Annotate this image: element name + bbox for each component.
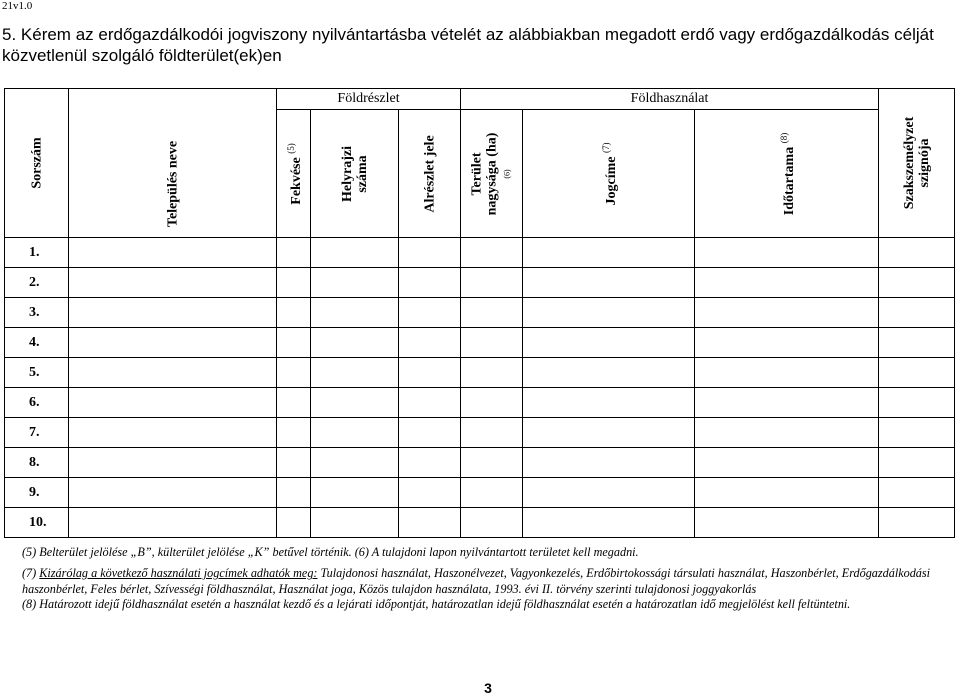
table-cell[interactable] <box>523 388 695 418</box>
table-cell[interactable] <box>311 298 399 328</box>
header-szakszemelyzet <box>879 89 955 238</box>
header-jogcime-label: Jogcíme $^{(7)}$ <box>600 142 619 205</box>
table-cell[interactable] <box>695 508 879 538</box>
header-idotartama-label: Időtartama $^{(8)}$ <box>778 132 797 215</box>
table-cell[interactable] <box>277 328 311 358</box>
table-row <box>5 298 955 328</box>
table-cell[interactable] <box>311 388 399 418</box>
header-jogcime <box>523 110 695 238</box>
table-cell[interactable] <box>399 448 461 478</box>
table-cell[interactable] <box>277 388 311 418</box>
header-helyrajzi <box>311 110 399 238</box>
table-row <box>5 448 955 478</box>
table-cell[interactable] <box>311 418 399 448</box>
table-cell[interactable] <box>277 238 311 268</box>
table-cell[interactable] <box>879 298 955 328</box>
table-cell[interactable] <box>879 508 955 538</box>
header-terulet <box>461 110 523 238</box>
table-row <box>5 358 955 388</box>
row-number: 7. <box>5 418 69 448</box>
group-foldreszlet: Földrészlet <box>277 89 461 110</box>
footnote-5-6: (5) Belterület jelölése „B”, külterület jelölése „K” betűvel történik. (6) A tulajdoni lapon nyilvántartott területet kell megadni. <box>22 545 639 559</box>
table-cell[interactable] <box>879 238 955 268</box>
table-cell[interactable] <box>523 298 695 328</box>
table-cell[interactable] <box>311 478 399 508</box>
table-cell[interactable] <box>523 358 695 388</box>
header-telepules-label: Település neve <box>165 140 180 227</box>
row-number: 1. <box>5 238 69 268</box>
land-table <box>4 88 955 538</box>
table-row <box>5 508 955 538</box>
table-cell[interactable] <box>523 268 695 298</box>
table-cell[interactable] <box>69 358 277 388</box>
header-alreszlet <box>399 110 461 238</box>
row-number: 4. <box>5 328 69 358</box>
table-cell[interactable] <box>523 448 695 478</box>
table-cell[interactable] <box>461 238 523 268</box>
table-cell[interactable] <box>69 328 277 358</box>
table-cell[interactable] <box>523 418 695 448</box>
table-cell[interactable] <box>399 358 461 388</box>
row-number: 6. <box>5 388 69 418</box>
header-sorszam-label: Sorszám <box>29 137 44 189</box>
table-cell[interactable] <box>523 478 695 508</box>
table-cell[interactable] <box>399 298 461 328</box>
table-cell[interactable] <box>399 478 461 508</box>
table-cell[interactable] <box>461 478 523 508</box>
table-cell[interactable] <box>523 328 695 358</box>
page-number: 3 <box>484 680 492 696</box>
table-cell[interactable] <box>277 358 311 388</box>
table-cell[interactable] <box>311 508 399 538</box>
footnotes <box>22 545 947 612</box>
row-number: 10. <box>5 508 69 538</box>
table-row <box>5 328 955 358</box>
table-cell[interactable] <box>461 328 523 358</box>
table-body <box>5 238 955 538</box>
table-cell[interactable] <box>69 418 277 448</box>
table-cell[interactable] <box>277 298 311 328</box>
table-cell[interactable] <box>461 298 523 328</box>
row-number: 8. <box>5 448 69 478</box>
table-cell[interactable] <box>695 448 879 478</box>
table-row <box>5 418 955 448</box>
table-cell[interactable] <box>461 358 523 388</box>
table-cell[interactable] <box>523 508 695 538</box>
header-terulet-label: Terület nagysága (ha) (6) <box>469 132 512 215</box>
table-cell[interactable] <box>523 238 695 268</box>
table-cell[interactable] <box>879 448 955 478</box>
table-row <box>5 238 955 268</box>
table-cell[interactable] <box>399 238 461 268</box>
table-cell[interactable] <box>69 448 277 478</box>
header-idotartama <box>695 110 879 238</box>
table-cell[interactable] <box>399 508 461 538</box>
table-cell[interactable] <box>695 358 879 388</box>
section-heading: 5. Kérem az erdőgazdálkodói jogviszony nyilvántartásba vételét az alábbiakban megadott erdő vagy erdőgazdálkodás célját közvetlenül szolgáló földterület(ek)en <box>2 25 934 65</box>
table-cell[interactable] <box>879 388 955 418</box>
table-cell[interactable] <box>695 328 879 358</box>
table-cell[interactable] <box>69 268 277 298</box>
table-cell[interactable] <box>695 298 879 328</box>
table-cell[interactable] <box>461 388 523 418</box>
header-helyrajzi-label: Helyrajzi száma <box>339 145 370 202</box>
header-szakszemelyzet-label: Szakszemélyzet szignója <box>901 116 932 210</box>
table-cell[interactable] <box>311 358 399 388</box>
table-cell[interactable] <box>879 268 955 298</box>
row-number: 2. <box>5 268 69 298</box>
table-cell[interactable] <box>879 358 955 388</box>
table-cell[interactable] <box>69 388 277 418</box>
table-row <box>5 268 955 298</box>
table-cell[interactable] <box>69 478 277 508</box>
table-cell[interactable] <box>879 478 955 508</box>
table-cell[interactable] <box>277 268 311 298</box>
group-foldhasznalat: Földhasználat <box>461 89 879 110</box>
table-cell[interactable] <box>69 298 277 328</box>
header-sorszam <box>5 89 69 238</box>
footnote-7: (7) Kizárólag a következő használati jogcímek adhatók meg: Tulajdonosi használat, Haszonélvezet, Vagyonkezelés, Erdőbirtokossági társulati használat, Haszonbérlet, Erdőgazdálkodási haszonbérlet, Feles bérlet, Szívességi földhasználat, Használat joga, Közös tulajdon használata, 1993. évi II. törvény szerinti tulajdonosi joggyakorlás <box>22 566 931 596</box>
footnote-8: (8) Határozott idejű földhasználat esetén a használat kezdő és a lejárati időpontját, határozatlan idejű földhasználat esetén a határozatlan idő megjelölést kell feltüntetni. <box>22 596 851 611</box>
table-cell[interactable] <box>399 388 461 418</box>
table-cell[interactable] <box>461 508 523 538</box>
table-cell[interactable] <box>311 328 399 358</box>
table-cell[interactable] <box>399 268 461 298</box>
table-row <box>5 478 955 508</box>
table-cell[interactable] <box>311 268 399 298</box>
table-cell[interactable] <box>69 238 277 268</box>
table-cell[interactable] <box>879 418 955 448</box>
row-number: 3. <box>5 298 69 328</box>
table-cell[interactable] <box>695 418 879 448</box>
table-cell[interactable] <box>399 418 461 448</box>
table-cell[interactable] <box>311 448 399 478</box>
table-cell[interactable] <box>311 238 399 268</box>
header-fekvese <box>277 110 311 238</box>
version-label: 21v1.0 <box>2 0 33 12</box>
header-telepules <box>69 89 277 238</box>
table-cell[interactable] <box>879 328 955 358</box>
table-cell[interactable] <box>277 478 311 508</box>
header-fekvese-label: Fekvése $^{(5)}$ <box>285 142 304 205</box>
table-cell[interactable] <box>461 268 523 298</box>
table-cell[interactable] <box>69 508 277 538</box>
table-cell[interactable] <box>695 268 879 298</box>
table-cell[interactable] <box>277 448 311 478</box>
row-number: 9. <box>5 478 69 508</box>
table-cell[interactable] <box>399 328 461 358</box>
table-cell[interactable] <box>695 478 879 508</box>
header-alreszlet-label: Alrészlet jele <box>422 134 438 213</box>
table-cell[interactable] <box>277 418 311 448</box>
row-number: 5. <box>5 358 69 388</box>
table-cell[interactable] <box>695 238 879 268</box>
table-cell[interactable] <box>461 418 523 448</box>
table-cell[interactable] <box>277 508 311 538</box>
table-cell[interactable] <box>461 448 523 478</box>
table-row <box>5 388 955 418</box>
table-cell[interactable] <box>695 388 879 418</box>
